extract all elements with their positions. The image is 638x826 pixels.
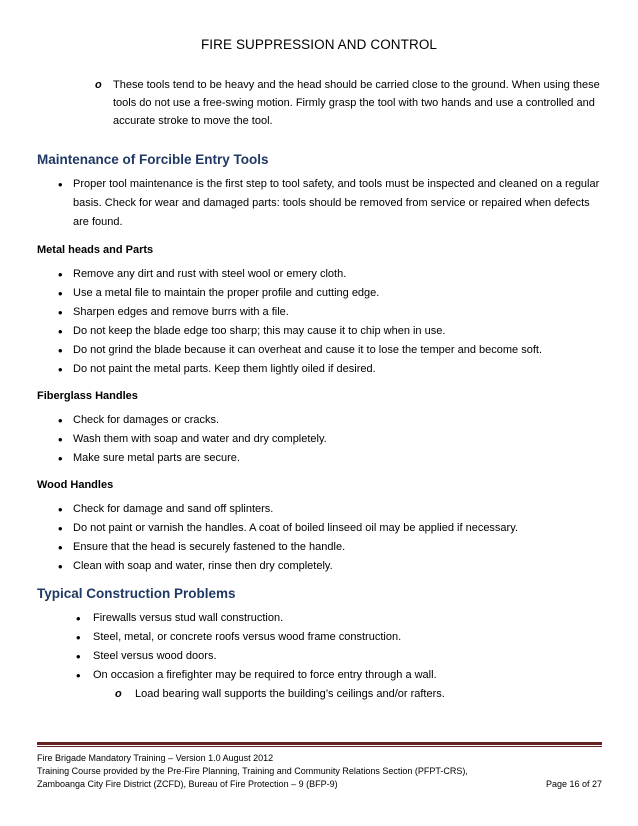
list-item: • Steel, metal, or concrete roofs versus wood frame construction. (37, 628, 602, 647)
list-item: • Steel versus wood doors. (37, 647, 602, 666)
heading-fiberglass: Fiberglass Handles (37, 390, 138, 402)
page-content (37, 76, 602, 703)
footer-line-2: Training Course provided by the Pre-Fire Planning, Training and Community Relations Section (PFPT-CRS), (37, 766, 468, 776)
footer-line-1: Fire Brigade Mandatory Training – Version 1.0 August 2012 (37, 753, 274, 763)
page-number: Page 16 of 27 (545, 779, 602, 789)
construction-sub-list (37, 685, 602, 703)
metal-list (37, 265, 602, 379)
sub-bullet-marker: o (95, 79, 102, 91)
construction-sub-item (37, 685, 602, 703)
list-item: • Proper tool maintenance is the first step to tool safety, and tools must be inspected and cleaned on a regular basis. Check for wear and damaged parts: tools should be removed from service or repaired when defects are found. (37, 175, 602, 232)
heading-maintenance: Maintenance of Forcible Entry Tools (37, 152, 269, 167)
list-item: • Check for damage and sand off splinters. (37, 500, 602, 519)
heading-construction: Typical Construction Problems (37, 586, 236, 601)
list-item: • On occasion a firefighter may be required to force entry through a wall. (37, 666, 602, 685)
maintenance-list (37, 175, 602, 232)
construction-list (37, 609, 602, 685)
list-item: • Do not keep the blade edge too sharp; this may cause it to chip when in use. (37, 322, 602, 341)
list-item: • Do not paint the metal parts. Keep them lightly oiled if desired. (37, 360, 602, 379)
intro-sub-item (37, 76, 602, 130)
list-item: • Make sure metal parts are secure. (37, 449, 602, 468)
footer-divider-thick (37, 742, 602, 745)
intro-list (37, 76, 602, 130)
list-item: • Check for damages or cracks. (37, 411, 602, 430)
intro-text: These tools tend to be heavy and the head should be carried close to the ground. When using these tools do not use a free-swing motion. Firmly grasp the tool with two hands and use a controlled and accurate stroke to move the tool. (113, 79, 600, 127)
list-item: • Firewalls versus stud wall construction. (37, 609, 602, 628)
wood-list (37, 500, 602, 576)
list-item: • Do not paint or varnish the handles. A coat of boiled linseed oil may be applied if necessary. (37, 519, 602, 538)
heading-wood: Wood Handles (37, 479, 114, 491)
list-item: • Ensure that the head is securely fastened to the handle. (37, 538, 602, 557)
list-item: • Clean with soap and water, rinse then dry completely. (37, 557, 602, 576)
construction-sub-text: Load bearing wall supports the building’s ceilings and/or rafters. (135, 688, 445, 700)
list-item: • Sharpen edges and remove burrs with a file. (37, 303, 602, 322)
page-header-title: FIRE SUPPRESSION AND CONTROL (200, 37, 438, 52)
list-item: • Remove any dirt and rust with steel wool or emery cloth. (37, 265, 602, 284)
list-item: • Wash them with soap and water and dry completely. (37, 430, 602, 449)
footer-divider-thin (37, 746, 602, 747)
sub-bullet-marker: o (115, 688, 122, 700)
list-item: • Use a metal file to maintain the proper profile and cutting edge. (37, 284, 602, 303)
footer-line-3: Zamboanga City Fire District (ZCFD), Bureau of Fire Protection – 9 (BFP-9) (37, 779, 338, 789)
page-footer (37, 752, 602, 791)
heading-metal: Metal heads and Parts (37, 244, 154, 256)
fiberglass-list (37, 411, 602, 468)
list-item: • Do not grind the blade because it can overheat and cause it to lose the temper and become soft. (37, 341, 602, 360)
